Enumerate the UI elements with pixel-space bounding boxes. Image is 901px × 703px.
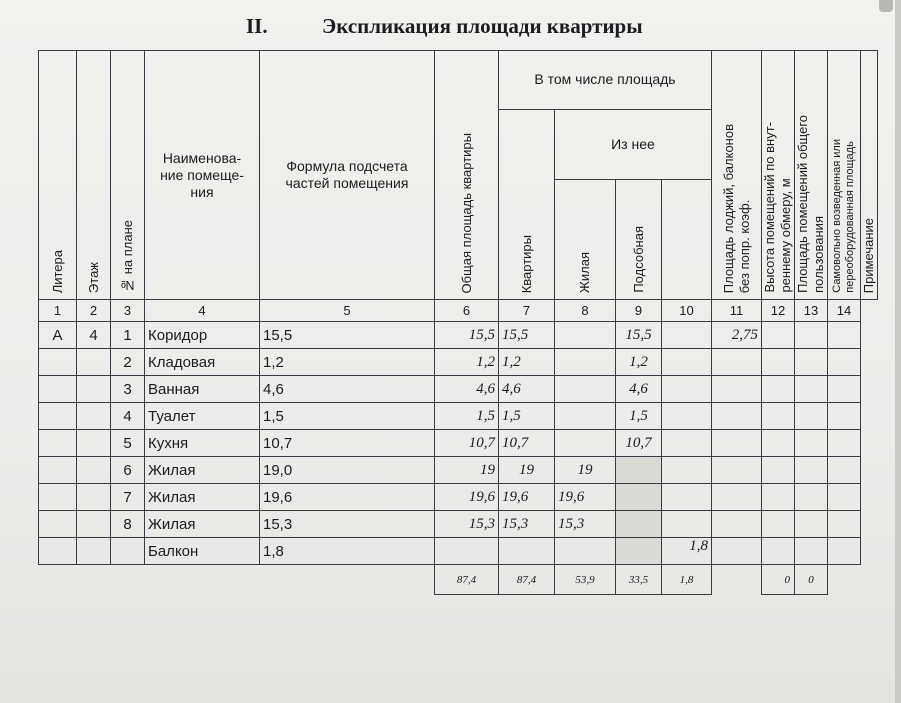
document-title — [0, 14, 901, 44]
cell-floor — [77, 457, 111, 484]
cell-plan-number: 3 — [111, 376, 145, 403]
cell-floor — [77, 349, 111, 376]
cell-flat-area: 10,7 — [499, 430, 555, 457]
cell-total-area — [435, 538, 499, 565]
table-row — [39, 403, 878, 430]
cell-loggias — [662, 457, 712, 484]
cell-flat-area: 1,2 — [499, 349, 555, 376]
cell-plan-number: 6 — [111, 457, 145, 484]
cell-common — [762, 403, 795, 430]
cell-common — [762, 349, 795, 376]
cell-note — [828, 430, 861, 457]
cell-note — [828, 538, 861, 565]
total-area-sum: 87,4 — [435, 565, 499, 595]
cell-height — [712, 511, 762, 538]
cell-unauthorized — [795, 538, 828, 565]
cell-flat-area: 15,3 — [499, 511, 555, 538]
header-etazh: Этаж — [77, 51, 111, 300]
flat-area-sum: 87,4 — [499, 565, 555, 595]
cell-total-area: 15,5 — [435, 322, 499, 349]
cell-total-area: 4,6 — [435, 376, 499, 403]
cell-common — [762, 322, 795, 349]
col-number: 13 — [795, 300, 828, 322]
unauthorized-area-sum: 0 — [795, 565, 828, 595]
cell-height — [712, 484, 762, 511]
cell-note — [828, 322, 861, 349]
cell-auxiliary: 4,6 — [616, 376, 662, 403]
cell-flat-area: 15,5 — [499, 322, 555, 349]
cell-formula: 19,0 — [260, 457, 435, 484]
cell-note — [828, 403, 861, 430]
table-row — [39, 322, 878, 349]
header-auxiliary: Подсобная — [616, 180, 662, 300]
table-row — [39, 430, 878, 457]
cell-loggias — [662, 484, 712, 511]
header-note: Примечание — [861, 51, 878, 300]
header-unauthorized: Самовольно возведенная или переоборудованная площадь — [828, 51, 861, 300]
table-row — [39, 376, 878, 403]
header-loggias: Площадь лоджий, балконов без попр. коэф. — [712, 51, 762, 300]
cell-room-name: Жилая — [145, 457, 260, 484]
cell-living — [555, 403, 616, 430]
cell-living: 19,6 — [555, 484, 616, 511]
cell-room-name: Жилая — [145, 511, 260, 538]
header-formula: Формула подсчета частей помещения — [260, 51, 435, 300]
cell-auxiliary: 15,5 — [616, 322, 662, 349]
cell-height — [712, 376, 762, 403]
cell-flat-area — [499, 538, 555, 565]
header-including-area: В том числе площадь — [499, 51, 712, 110]
totals-row — [39, 565, 878, 595]
header-litera: Литера — [39, 51, 77, 300]
cell-total-area: 19,6 — [435, 484, 499, 511]
cell-plan-number — [111, 538, 145, 565]
cell-note — [828, 484, 861, 511]
cell-floor — [77, 511, 111, 538]
col-number: 3 — [111, 300, 145, 322]
cell-height — [712, 430, 762, 457]
cell-flat-area: 19 — [499, 457, 555, 484]
col-number: 14 — [828, 300, 861, 322]
header-living: Жилая — [555, 180, 616, 300]
cell-total-area: 1,5 — [435, 403, 499, 430]
cell-unauthorized — [795, 430, 828, 457]
cell-flat-area: 1,5 — [499, 403, 555, 430]
cell-formula: 1,8 — [260, 538, 435, 565]
cell-total-area: 15,3 — [435, 511, 499, 538]
cell-loggias — [662, 376, 712, 403]
loggias-area-sum: 1,8 — [662, 565, 712, 595]
cell-note — [828, 457, 861, 484]
cell-height — [712, 349, 762, 376]
cell-loggias — [662, 403, 712, 430]
cell-note — [828, 511, 861, 538]
cell-unauthorized — [795, 403, 828, 430]
header-total-area: Общая площадь квартиры — [435, 51, 499, 300]
cell-room-name: Кухня — [145, 430, 260, 457]
cell-loggias — [662, 322, 712, 349]
col-number: 5 — [260, 300, 435, 322]
cell-litera: А — [39, 322, 77, 349]
cell-plan-number: 4 — [111, 403, 145, 430]
cell-formula: 1,2 — [260, 349, 435, 376]
cell-plan-number: 5 — [111, 430, 145, 457]
cell-living: 19 — [555, 457, 616, 484]
col-number: 10 — [662, 300, 712, 322]
cell-note — [828, 376, 861, 403]
cell-room-name: Балкон — [145, 538, 260, 565]
cell-litera — [39, 403, 77, 430]
cell-auxiliary: 10,7 — [616, 430, 662, 457]
cell-living — [555, 430, 616, 457]
cell-floor — [77, 430, 111, 457]
cell-living — [555, 538, 616, 565]
header-plan-number: № на плане — [111, 51, 145, 300]
cell-floor — [77, 403, 111, 430]
cell-unauthorized — [795, 349, 828, 376]
cell-litera — [39, 376, 77, 403]
cell-formula: 1,5 — [260, 403, 435, 430]
cell-floor — [77, 376, 111, 403]
cell-litera — [39, 457, 77, 484]
table-row — [39, 484, 878, 511]
cell-litera — [39, 538, 77, 565]
cell-flat-area: 4,6 — [499, 376, 555, 403]
cell-common — [762, 430, 795, 457]
col-number: 8 — [555, 300, 616, 322]
col-number: 4 — [145, 300, 260, 322]
table-row — [39, 457, 878, 484]
cell-unauthorized — [795, 376, 828, 403]
cell-plan-number: 8 — [111, 511, 145, 538]
cell-floor: 4 — [77, 322, 111, 349]
section-number: II. — [246, 14, 268, 38]
cell-litera — [39, 430, 77, 457]
cell-total-area: 10,7 — [435, 430, 499, 457]
page-edge — [895, 0, 901, 703]
cell-auxiliary: 1,2 — [616, 349, 662, 376]
title-text: Экспликация площади квартиры — [322, 14, 643, 38]
cell-floor — [77, 538, 111, 565]
col-number: 9 — [616, 300, 662, 322]
cell-formula: 4,6 — [260, 376, 435, 403]
cell-unauthorized — [795, 484, 828, 511]
cell-unauthorized — [795, 511, 828, 538]
header-of-which: Из нее — [555, 110, 712, 180]
cell-formula: 19,6 — [260, 484, 435, 511]
cell-auxiliary: 1,5 — [616, 403, 662, 430]
column-numbers-row — [39, 300, 878, 322]
cell-common — [762, 511, 795, 538]
cell-living — [555, 322, 616, 349]
col-number: 6 — [435, 300, 499, 322]
cell-loggias — [662, 430, 712, 457]
table-row — [39, 349, 878, 376]
cell-unauthorized — [795, 322, 828, 349]
cell-living — [555, 349, 616, 376]
cell-loggias — [662, 349, 712, 376]
cell-room-name: Туалет — [145, 403, 260, 430]
cell-common — [762, 376, 795, 403]
cell-room-name: Ванная — [145, 376, 260, 403]
header-common-use: Площадь помещений общего пользования — [795, 51, 828, 300]
col-number: 2 — [77, 300, 111, 322]
cell-plan-number: 2 — [111, 349, 145, 376]
cell-unauthorized — [795, 457, 828, 484]
col-number: 1 — [39, 300, 77, 322]
cell-auxiliary — [616, 538, 662, 565]
explication-table — [38, 50, 878, 595]
cell-litera — [39, 484, 77, 511]
cell-room-name: Жилая — [145, 484, 260, 511]
cell-height — [712, 403, 762, 430]
cell-height: 2,75 — [712, 322, 762, 349]
cell-common — [762, 484, 795, 511]
cell-height — [712, 457, 762, 484]
cell-total-area: 1,2 — [435, 349, 499, 376]
cell-litera — [39, 349, 77, 376]
cell-plan-number: 1 — [111, 322, 145, 349]
cell-common — [762, 457, 795, 484]
cell-living: 15,3 — [555, 511, 616, 538]
cell-common — [762, 538, 795, 565]
cell-formula: 15,5 — [260, 322, 435, 349]
cell-flat-area: 19,6 — [499, 484, 555, 511]
cell-formula: 10,7 — [260, 430, 435, 457]
cell-room-name: Кладовая — [145, 349, 260, 376]
cell-loggias: 1,8 — [662, 538, 712, 565]
cell-loggias — [662, 511, 712, 538]
table-row — [39, 511, 878, 538]
cell-formula: 15,3 — [260, 511, 435, 538]
cell-room-name: Коридор — [145, 322, 260, 349]
common-area-sum: 0 — [762, 565, 795, 595]
page-clip — [879, 0, 893, 12]
col-number: 7 — [499, 300, 555, 322]
cell-total-area: 19 — [435, 457, 499, 484]
cell-note — [828, 349, 861, 376]
cell-plan-number: 7 — [111, 484, 145, 511]
living-area-sum: 53,9 — [555, 565, 616, 595]
cell-auxiliary — [616, 457, 662, 484]
cell-auxiliary — [616, 511, 662, 538]
cell-height — [712, 538, 762, 565]
col-number: 11 — [712, 300, 762, 322]
header-room-name: Наименова- ние помеще- ния — [145, 51, 260, 300]
cell-floor — [77, 484, 111, 511]
header-flat-area: Квартиры — [499, 110, 555, 300]
header-height: Высота помещений по внут- реннему обмеру, м — [762, 51, 795, 300]
auxiliary-area-sum: 33,5 — [616, 565, 662, 595]
cell-litera — [39, 511, 77, 538]
table-row — [39, 538, 878, 565]
col-number: 12 — [762, 300, 795, 322]
cell-auxiliary — [616, 484, 662, 511]
cell-living — [555, 376, 616, 403]
